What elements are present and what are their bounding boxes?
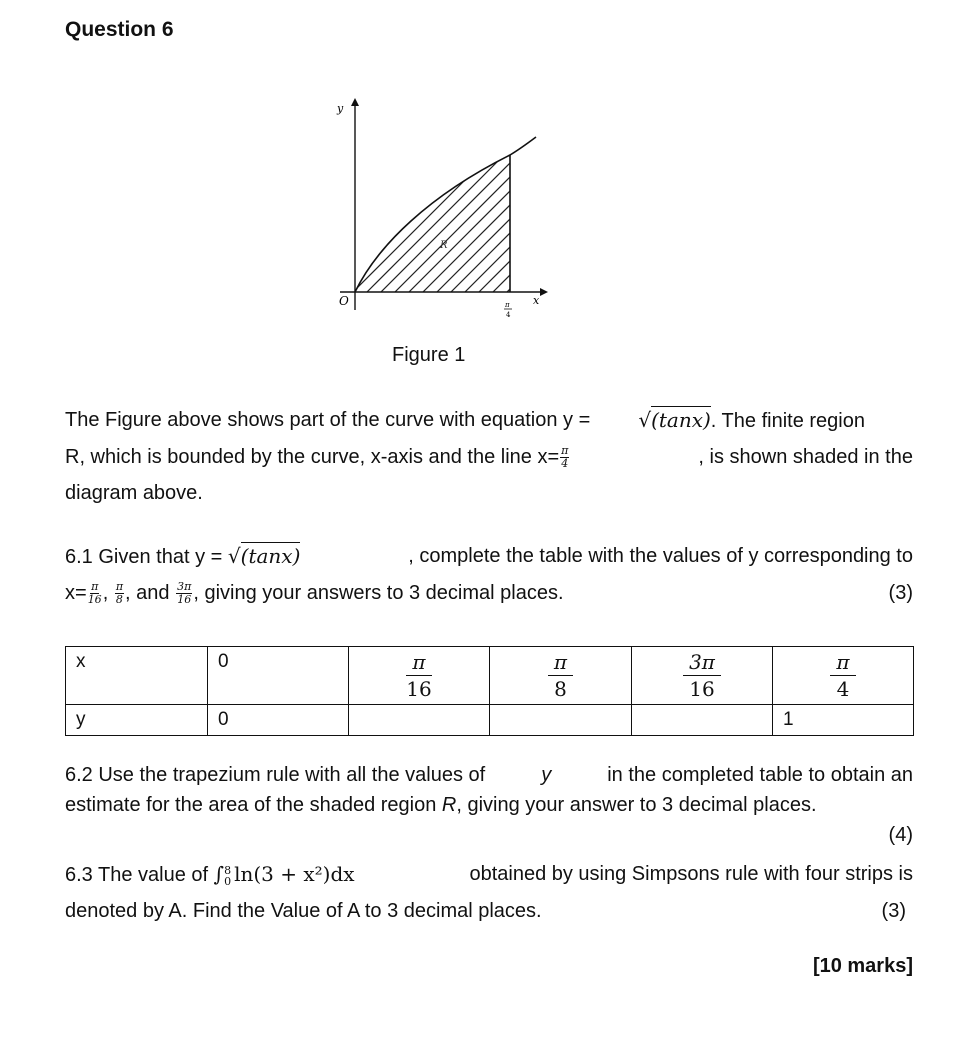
q62-line-1: 6.2 Use the trapezium rule with all the values of y in the completed table to obtain an bbox=[65, 764, 913, 786]
question-6-2 bbox=[65, 760, 913, 850]
origin-label: O bbox=[339, 294, 349, 308]
question-title: Question 6 bbox=[65, 18, 174, 41]
question-6-3 bbox=[65, 856, 913, 929]
integrand: ln(3 + x²)dx bbox=[234, 862, 355, 886]
x-tick-denominator: 4 bbox=[506, 311, 511, 319]
y-cell-3pi-16[interactable] bbox=[632, 705, 773, 736]
x-cell-pi-8: π 8 bbox=[490, 647, 632, 705]
region-label: R bbox=[440, 240, 448, 251]
q61-marks: (3) bbox=[888, 582, 913, 604]
table-row-y bbox=[66, 705, 914, 736]
q62-line-2: estimate for the area of the shaded region R, giving your answer to 3 decimal places. bbox=[65, 794, 817, 816]
figure-caption: Figure 1 bbox=[392, 344, 466, 366]
values-table bbox=[65, 646, 914, 736]
q62-marks: (4) bbox=[888, 824, 913, 846]
x-cell-3pi-16: 3π 16 bbox=[632, 647, 773, 705]
y-cell-pi-4: 1 bbox=[773, 705, 914, 736]
shaded-region-hatching bbox=[320, 125, 560, 305]
x-axis-arrow-icon bbox=[540, 288, 548, 296]
y-cell-pi-8[interactable] bbox=[490, 705, 632, 736]
intro-paragraph bbox=[65, 402, 913, 511]
x-header-cell: x bbox=[66, 647, 208, 705]
y-axis-label: y bbox=[337, 102, 344, 115]
q61-line-2: x= $\frac{\pi}{16}$ , $\frac{\pi}{8}$ , and $\frac{3\pi}{16}$ , giving your answers to 3 decimal places. (3) bbox=[65, 575, 913, 611]
x-cell-0: 0 bbox=[208, 647, 349, 705]
intro-line-3: diagram above. bbox=[65, 482, 203, 504]
integral-sign: ∫ bbox=[213, 862, 225, 886]
q63-line-2: denoted by A. Find the Value of A to 3 decimal places. (3) bbox=[65, 893, 913, 929]
y-header-cell: y bbox=[66, 705, 208, 736]
x-axis-label: x bbox=[533, 294, 540, 307]
figure-1-graph bbox=[320, 95, 560, 325]
table-row-x bbox=[66, 647, 914, 705]
intro-line-fraction: $\frac{\pi}{4}$ bbox=[561, 444, 569, 471]
x-cell-pi-4: π 4 bbox=[773, 647, 914, 705]
q63-marks: (3) bbox=[881, 900, 906, 922]
y-cell-pi-16[interactable] bbox=[349, 705, 490, 736]
intro-line-2: R, which is bounded by the curve, x-axis and the line x= $\frac{\pi}{4}$ , is shown shaded in the bbox=[65, 444, 913, 471]
y-axis-arrow-icon bbox=[351, 98, 359, 106]
intro-line-1: The Figure above shows part of the curve with equation y = √(tanx). The finite region bbox=[65, 408, 865, 432]
q61-line-1: 6.1 Given that y = √(tanx) , complete the table with the values of y corresponding to bbox=[65, 544, 913, 568]
y-cell-0: 0 bbox=[208, 705, 349, 736]
x-cell-pi-16: π 16 bbox=[349, 647, 490, 705]
total-marks: [10 marks] bbox=[812, 955, 913, 977]
question-6-1 bbox=[65, 538, 913, 611]
q63-line-1: 6.3 The value of ∫ 8 0 ln(3 + x²)dx obtained by using Simpsons rule with four strips is bbox=[65, 862, 913, 888]
intro-sqrt-expression: (tanx) bbox=[651, 408, 711, 432]
x-tick-numerator: π bbox=[505, 301, 510, 309]
q61-sqrt-expression: (tanx) bbox=[240, 544, 301, 568]
